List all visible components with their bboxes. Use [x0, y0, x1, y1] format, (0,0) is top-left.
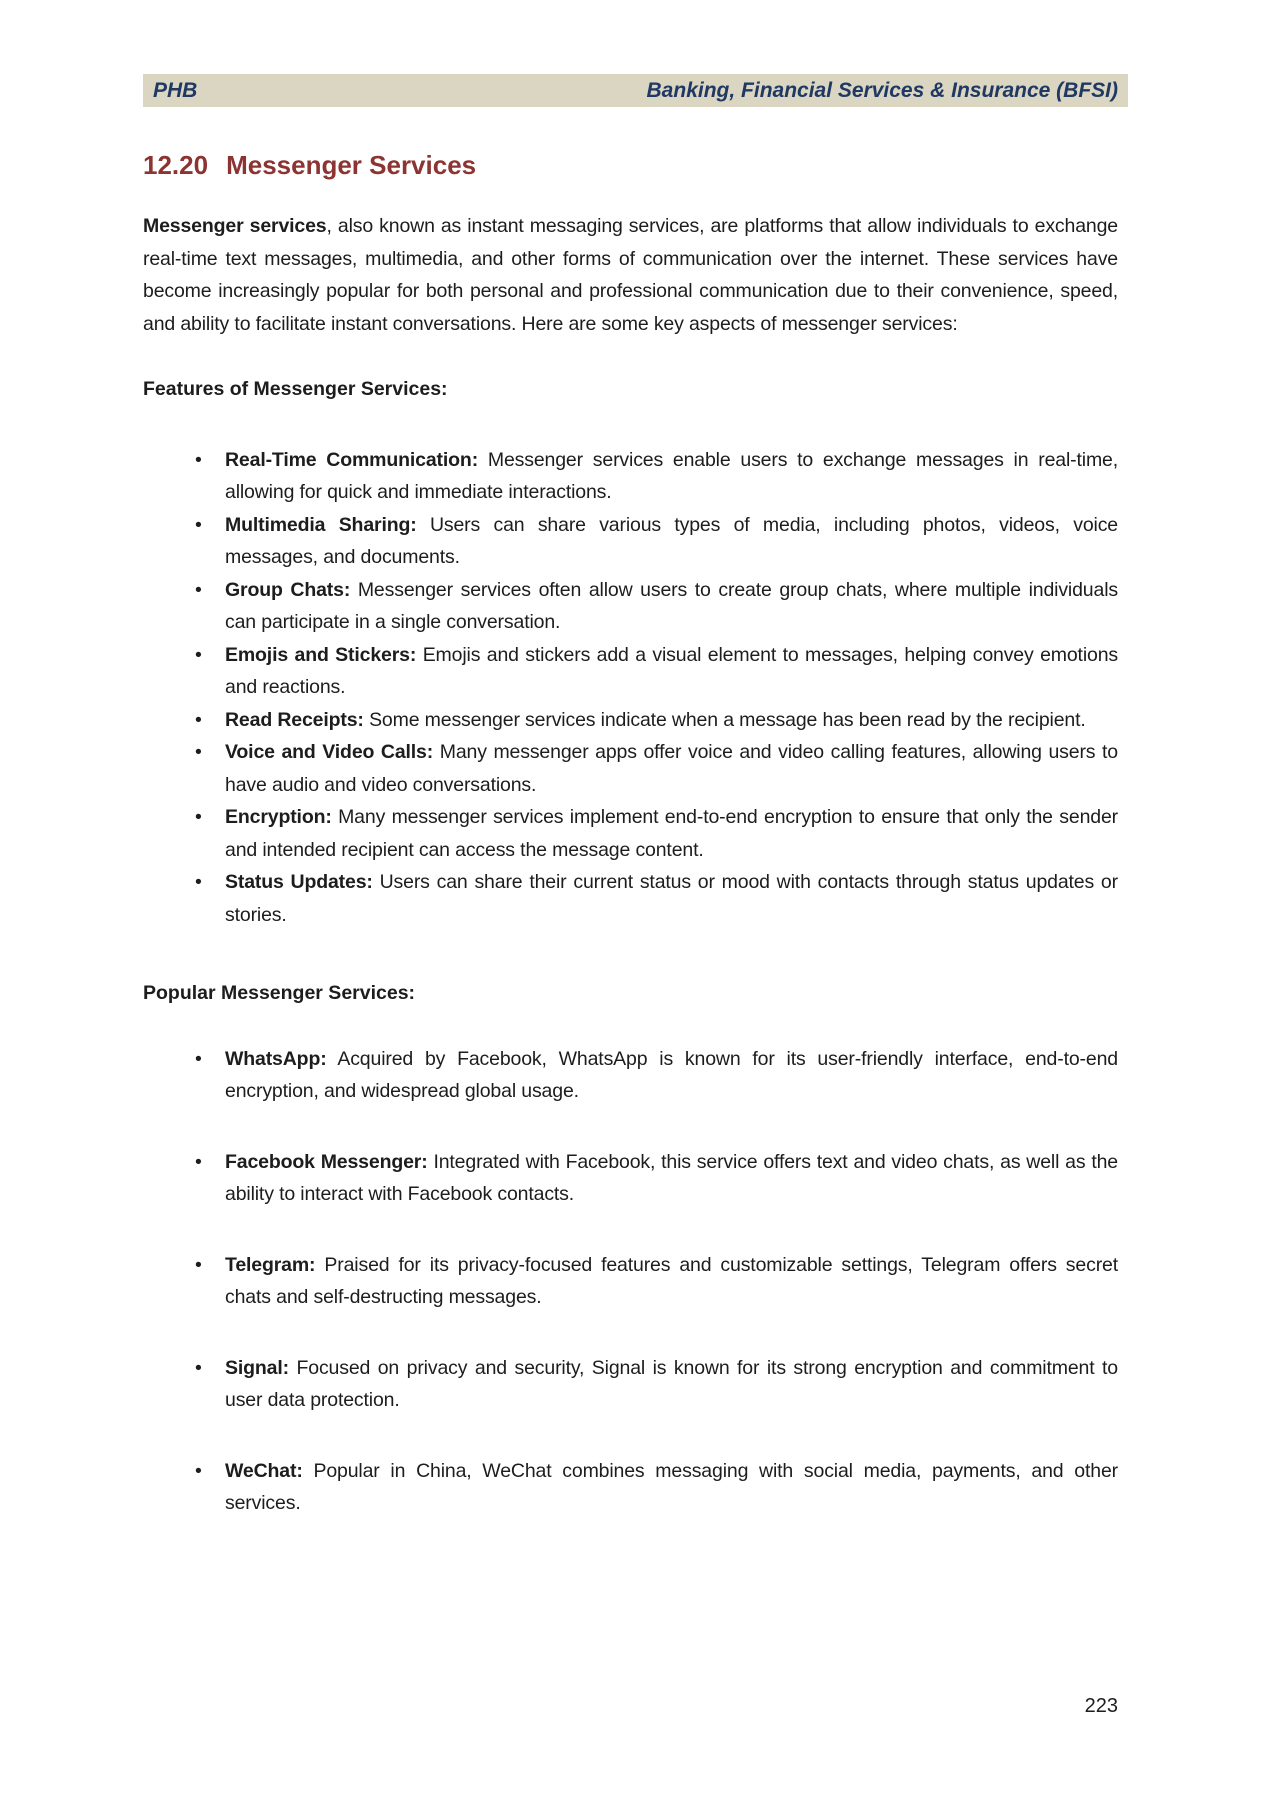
bullet-icon: • [195, 643, 202, 666]
feature-label: Voice and Video Calls: [225, 741, 434, 763]
feature-text: Many messenger services implement end-to-end encryption to ensure that only the sender and intended recipient can access the message content. [225, 806, 1118, 861]
feature-item [143, 866, 1118, 931]
popular-text: Praised for its privacy-focused features and customizable settings, Telegram offers secret chats and self-destructing messages. [225, 1253, 1118, 1308]
bullet-icon: • [195, 513, 202, 536]
popular-label: Telegram: [225, 1253, 316, 1276]
bullet-icon: • [195, 741, 202, 763]
feature-text: Many messenger apps offer voice and video calling features, allowing users to have audio and video conversations. [225, 741, 1118, 796]
bullet-icon: • [195, 578, 202, 601]
popular-item [143, 1043, 1118, 1108]
feature-label: Group Chats: [225, 578, 351, 601]
feature-item [143, 639, 1118, 704]
feature-item [143, 704, 1118, 737]
intro-body: , also known as instant messaging services, are platforms that allow individuals to exchange real-time text messages, multimedia, and other forms of communication over the internet. These services have become increasingly popular for both personal and professional communication due to their convenience, speed, and ability to facilitate instant conversations. Here are some key aspects of messenger services: [143, 215, 1118, 335]
popular-list [143, 1043, 1118, 1520]
popular-item [143, 1352, 1118, 1417]
bullet-icon: • [195, 1459, 202, 1482]
bullet-icon: • [195, 1150, 202, 1173]
feature-label: Status Updates: [225, 871, 373, 893]
bullet-icon: • [195, 806, 202, 828]
popular-heading: Popular Messenger Services: [143, 982, 416, 1004]
features-list [143, 444, 1118, 932]
section-title: Messenger Services [226, 150, 477, 180]
bullet-icon: • [195, 1253, 202, 1276]
feature-text: Messenger services enable users to exchange messages in real-time, allowing for quick and immediate interactions. [225, 448, 1118, 503]
feature-text: Some messenger services indicate when a message has been read by the recipient. [369, 708, 1086, 731]
popular-label: WhatsApp: [225, 1047, 327, 1070]
feature-item [143, 574, 1118, 639]
feature-label: Encryption: [225, 806, 332, 828]
popular-text: Focused on privacy and security, Signal is known for its strong encryption and commitment to user data protection. [225, 1356, 1118, 1411]
feature-text: Users can share their current status or mood with contacts through status updates or stories. [225, 871, 1118, 926]
feature-item [143, 801, 1118, 866]
feature-item [143, 736, 1118, 801]
bullet-icon: • [195, 871, 202, 893]
feature-label: Emojis and Stickers: [225, 643, 417, 666]
feature-item [143, 509, 1118, 574]
popular-text: Integrated with Facebook, this service offers text and video chats, as well as the ability to interact with Facebook contacts. [225, 1150, 1118, 1205]
section-heading [143, 149, 1118, 181]
popular-label: Facebook Messenger: [225, 1150, 428, 1173]
popular-text: Acquired by Facebook, WhatsApp is known for its user-friendly interface, end-to-end encryption, and widespread global usage. [225, 1047, 1118, 1102]
popular-item [143, 1146, 1118, 1211]
feature-label: Multimedia Sharing: [225, 513, 417, 536]
intro-lead: Messenger services [143, 215, 327, 237]
section-number: 12.20 [143, 150, 209, 180]
features-heading: Features of Messenger Services: [143, 378, 448, 400]
feature-text: Messenger services often allow users to create group chats, where multiple individuals can participate in a single conversation. [225, 578, 1118, 633]
bullet-icon: • [195, 708, 202, 731]
header-right-text: Banking, Financial Services & Insurance (BFSI) [646, 78, 1118, 102]
page-content [143, 107, 1118, 1520]
feature-item [143, 444, 1118, 509]
feature-label: Read Receipts: [225, 708, 364, 731]
popular-item [143, 1455, 1118, 1520]
header-left-text: PHB [153, 78, 198, 102]
bullet-icon: • [195, 1047, 202, 1070]
feature-text: Users can share various types of media, including photos, videos, voice messages, and documents. [225, 513, 1118, 568]
popular-label: Signal: [225, 1356, 289, 1379]
bullet-icon: • [195, 448, 202, 471]
popular-text: Popular in China, WeChat combines messaging with social media, payments, and other services. [225, 1459, 1118, 1514]
popular-label: WeChat: [225, 1459, 303, 1482]
page-header [143, 74, 1128, 107]
bullet-icon: • [195, 1356, 202, 1379]
intro-paragraph [143, 210, 1118, 340]
page-number: 223 [1084, 1695, 1118, 1717]
popular-item [143, 1249, 1118, 1314]
feature-label: Real-Time Communication: [225, 448, 479, 471]
feature-text: Emojis and stickers add a visual element to messages, helping convey emotions and reactions. [225, 643, 1118, 698]
